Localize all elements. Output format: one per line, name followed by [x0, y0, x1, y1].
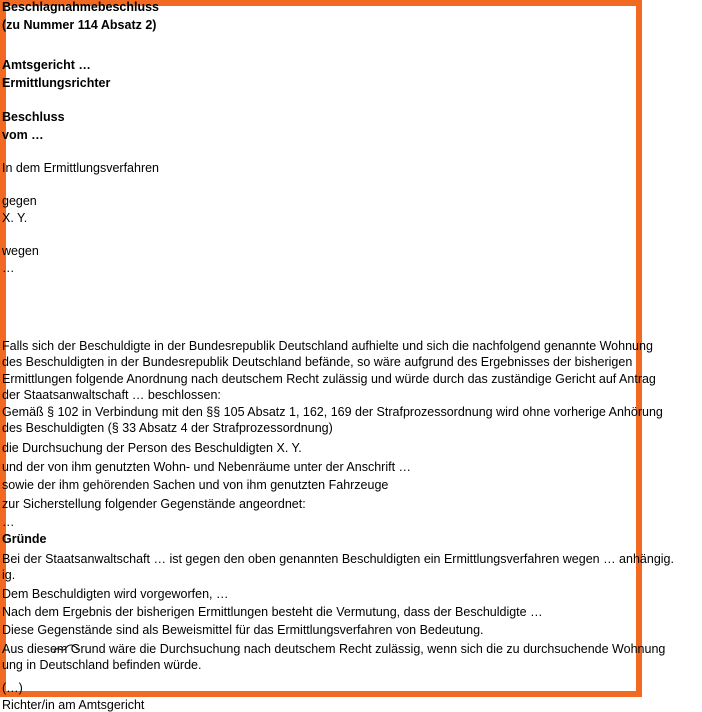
- closing-note: (…): [2, 681, 23, 695]
- paragraph-line: zur Sicherstellung folgender Gegenstände angeordnet:: [2, 497, 306, 511]
- paragraph-line: und der von ihm genutzten Wohn- und Nebenräume unter der Anschrift …: [2, 460, 412, 474]
- paragraph-line: sowie der ihm gehörenden Sachen und von ihm genutzten Fahrzeuge: [2, 478, 389, 492]
- reasons-line: Dem Beschuldigten wird vorgeworfen, …: [2, 587, 229, 601]
- reasons-title: Gründe: [2, 532, 47, 546]
- because-label: wegen: [2, 244, 39, 258]
- decision-date: vom …: [2, 128, 44, 142]
- reasons-line: ung in Deutschland befinden würde.: [2, 658, 202, 672]
- form-reference: (zu Nummer 114 Absatz 2): [2, 18, 157, 32]
- paragraph-line: der Staatsanwaltschaft … beschlossen:: [2, 388, 221, 402]
- court-judge: Ermittlungsrichter: [2, 76, 111, 90]
- court-name: Amtsgericht …: [2, 58, 91, 72]
- reasons-line: ig.: [2, 568, 16, 582]
- form-title: Beschlagnahmebeschluss: [2, 0, 160, 14]
- charge-text: …: [2, 261, 15, 275]
- signature-scribble-icon: [52, 640, 82, 656]
- reasons-line: Aus diesem Grund wäre die Durchsuchung nach deutschem Recht zulässig, wenn sich die zu durchsuchende Wohnung: [2, 642, 666, 656]
- intro-text: In dem Ermittlungsverfahren: [2, 161, 160, 175]
- paragraph-line: Falls sich der Beschuldigte in der Bundesrepublik Deutschland aufhielte und sich die nachfolgend genannte Wohnung: [2, 339, 653, 353]
- against-label: gegen: [2, 194, 37, 208]
- reasons-line: Nach dem Ergebnis der bisherigen Ermittlungen besteht die Vermutung, dass der Beschuldigte …: [2, 605, 543, 619]
- reasons-line: Diese Gegenstände sind als Beweismittel für das Ermittlungsverfahren von Bedeutung.: [2, 623, 484, 637]
- closing-signature: Richter/in am Amtsgericht: [2, 698, 145, 712]
- decision-title: Beschluss: [2, 110, 65, 124]
- paragraph-line: die Durchsuchung der Person des Beschuldigten X. Y.: [2, 441, 302, 455]
- paragraph-line: Ermittlungen folgende Anordnung nach deutschem Recht zulässig und würde durch das zuständige Gericht auf Antrag: [2, 372, 656, 386]
- paragraph-line: …: [2, 515, 15, 529]
- paragraph-line: Gemäß § 102 in Verbindung mit den §§ 105 Absatz 1, 162, 169 der Strafprozessordnung wird ohne vorherige Anhörung: [2, 405, 663, 419]
- accused-name: X. Y.: [2, 211, 28, 225]
- reasons-line: Bei der Staatsanwaltschaft … ist gegen den oben genannten Beschuldigten ein Ermittlungsverfahren wegen … anhängig.: [2, 552, 674, 566]
- paragraph-line: des Beschuldigten (§ 33 Absatz 4 der Strafprozessordnung): [2, 421, 333, 435]
- paragraph-line: des Beschuldigten in der Bundesrepublik Deutschland befände, so wäre aufgrund des Ergebnisses der bisherigen: [2, 355, 633, 369]
